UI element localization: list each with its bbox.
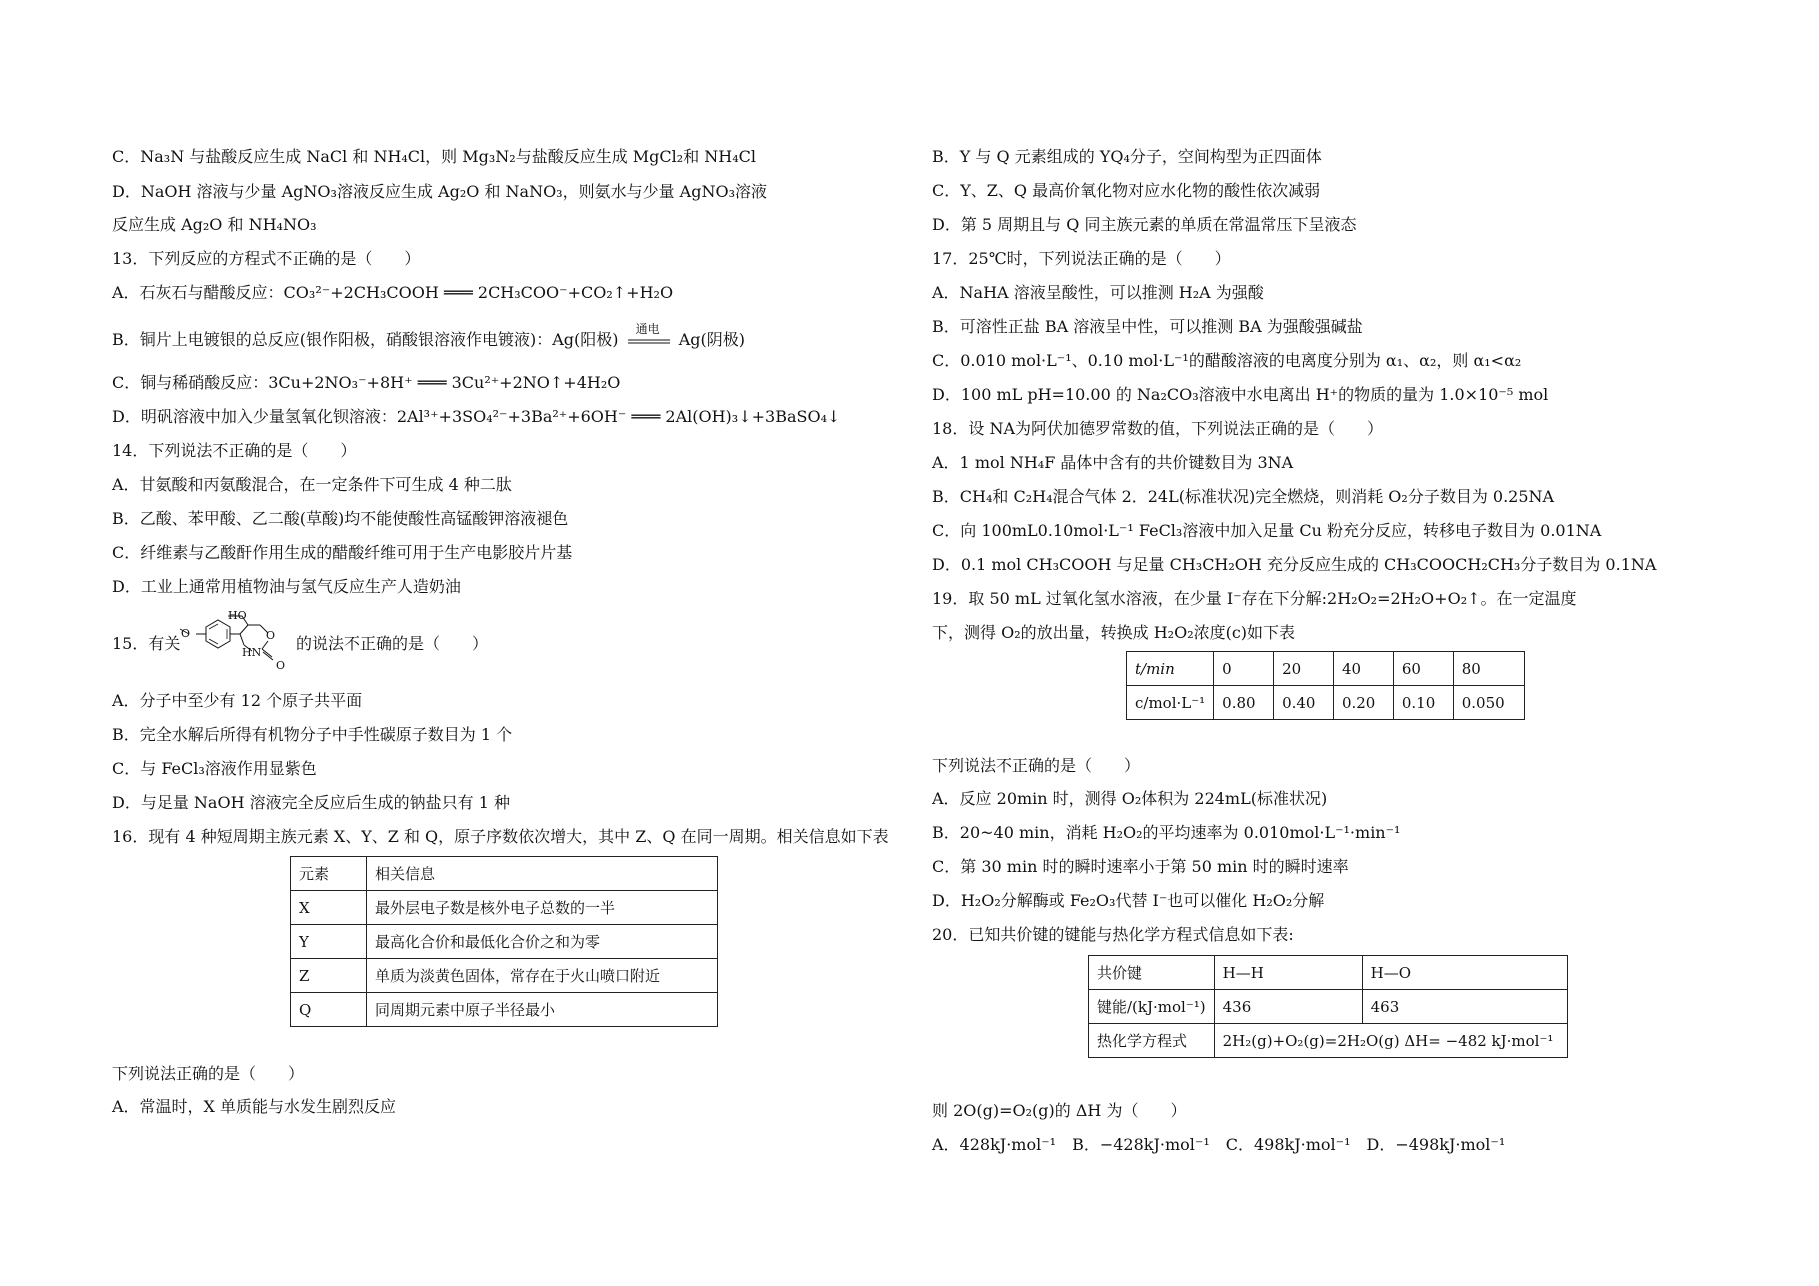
table-cell: c/mol·L⁻¹ [1127,686,1214,720]
table-cell: 键能/(kJ·mol⁻¹) [1089,990,1215,1024]
q17-option-b: B．可溶性正盐 BA 溶液呈中性，可以推测 BA 为强酸强碱盐 [932,317,1363,336]
q13-option-b-product: Ag(阴极) [678,330,746,349]
q15-option-c: C．与 FeCl₃溶液作用显紫色 [112,759,317,778]
q18-stem: 18．设 NA为阿伏加德罗常数的值，下列说法正确的是（ ） [932,419,1384,438]
q17-stem: 17．25℃时，下列说法正确的是（ ） [932,249,1231,268]
q17-option-d: D．100 mL pH=10.00 的 Na₂CO₃溶液中水电离出 H⁺的物质的量为 1.0×10⁻⁵ mol [932,385,1549,404]
mol-label-hn: HN [242,646,262,659]
table-cell: 463 [1362,990,1567,1024]
table-cell: H—H [1214,956,1362,990]
q18-option-b: B．CH₄和 C₂H₄混合气体 2．24L(标准状况)完全燃烧，则消耗 O₂分子数目为 0.25NA [932,487,1555,506]
table-cell: 436 [1214,990,1362,1024]
q19-option-d: D．H₂O₂分解酶或 Fe₂O₃代替 I⁻也可以催化 H₂O₂分解 [932,891,1325,910]
element-info-table [290,856,718,1027]
q14-option-d: D．工业上通常用植物油与氢气反应生产人造奶油 [112,577,461,596]
table-cell: 共价键 [1089,956,1215,990]
q12-option-d: D．NaOH 溶液与少量 AgNO₃溶液反应生成 Ag₂O 和 NaNO₃，则氨水与少量 AgNO₃溶液 [112,182,768,201]
q13-option-b-text: B．铜片上电镀银的总反应(银作阳极，硝酸银溶液作电镀液)：Ag(阳极) [112,330,619,349]
q16-option-d: D．第 5 周期且与 Q 同主族元素的单质在常温常压下呈液态 [932,215,1357,234]
q13-option-b [112,321,746,351]
table-cell: Q [291,993,367,1027]
table-row [291,959,718,993]
q17-option-c: C．0.010 mol·L⁻¹、0.10 mol·L⁻¹的醋酸溶液的电离度分别为 α₁、α₂，则 α₁<α₂ [932,351,1522,370]
h2o2-concentration-table [1126,651,1525,720]
q14-option-a: A．甘氨酸和丙氨酸混合，在一定条件下可生成 4 种二肽 [112,475,512,494]
q20-options: A．428kJ·mol⁻¹ B．−428kJ·mol⁻¹ C．498kJ·mol⁻¹ D．−498kJ·mol⁻¹ [932,1135,1506,1154]
table-cell: 最高化合价和最低化合价之和为零 [367,925,718,959]
table-cell: 0.40 [1274,686,1334,720]
q14-option-c: C．纤维素与乙酸酐作用生成的醋酸纤维可用于生产电影胶片片基 [112,543,573,562]
q15-option-a: A．分子中至少有 12 个原子共平面 [112,691,363,710]
q18-option-d: D．0.1 mol CH₃COOH 与足量 CH₃CH₂OH 充分反应生成的 CH₃COOCH₂CH₃分子数目为 0.1NA [932,555,1657,574]
mol-label-o-ring: O [266,629,276,642]
table-cell: 0.20 [1333,686,1393,720]
q13-stem: 13．下列反应的方程式不正确的是（ ） [112,249,421,268]
q15-stem-prefix: 15．有关 [112,634,181,653]
q14-option-b: B．乙酸、苯甲酸、乙二酸(草酸)均不能使酸性高锰酸钾溶液褪色 [112,509,569,528]
q20-stem: 20．已知共价键的键能与热化学方程式信息如下表: [932,925,1294,944]
bond-energy-table [1088,955,1568,1058]
mol-label-o-methoxy: O [181,627,191,640]
table-cell: 最外层电子数是核外电子总数的一半 [367,891,718,925]
table-cell: 40 [1333,652,1393,686]
table-row [291,857,718,891]
q19-stem: 19．取 50 mL 过氧化氢水溶液，在少量 I⁻存在下分解:2H₂O₂=2H₂O+O₂↑。在一定温度 [932,589,1577,608]
table-cell: 0.10 [1393,686,1453,720]
q15-stem: 的说法不正确的是（ ） [296,634,489,653]
table-row [291,891,718,925]
table-cell: X [291,891,367,925]
table-cell: 0 [1214,652,1274,686]
q13-option-a: A．石灰石与醋酸反应：CO₃²⁻+2CH₃COOH ═══ 2CH₃COO⁻+CO₂↑+H₂O [112,283,674,302]
q16-option-b: B．Y 与 Q 元素组成的 YQ₄分子，空间构型为正四面体 [932,147,1322,166]
q17-option-a: A．NaHA 溶液呈酸性，可以推测 H₂A 为强酸 [932,283,1264,302]
table-row [1127,652,1525,686]
q12-option-d-cont: 反应生成 Ag₂O 和 NH₄NO₃ [112,215,317,234]
table-cell: 60 [1393,652,1453,686]
table-row [1089,1024,1568,1058]
table-cell: 80 [1453,652,1524,686]
table-row [1089,990,1568,1024]
table-cell: 单质为淡黄色固体，常存在于火山喷口附近 [367,959,718,993]
table-cell: 20 [1274,652,1334,686]
q13-option-d: D．明矾溶液中加入少量氢氧化钡溶液：2Al³⁺+3SO₄²⁻+3Ba²⁺+6OH⁻ ═══ 2Al(OH)₃↓+3BaSO₄↓ [112,407,841,426]
q18-option-c: C．向 100mL0.10mol·L⁻¹ FeCl₃溶液中加入足量 Cu 粉充分反应，转移电子数目为 0.01NA [932,521,1602,540]
table-row [291,925,718,959]
q16-option-c: C．Y、Z、Q 最高价氧化物对应水化物的酸性依次减弱 [932,181,1321,200]
mol-label-o-carbonyl: O [276,659,286,672]
q19-sub-stem: 下列说法不正确的是（ ） [932,756,1141,775]
table-cell: 同周期元素中原子半径最小 [367,993,718,1027]
table-cell: 0.050 [1453,686,1524,720]
q16-stem: 16．现有 4 种短周期主族元素 X、Y、Z 和 Q，原子序数依次增大，其中 Z、Q 在同一周期。相关信息如下表 [112,827,889,846]
mol-label-ho: HO [228,609,247,622]
table-cell: 相关信息 [367,857,718,891]
equals-arrow-icon [628,331,670,351]
q16-sub-stem: 下列说法正确的是（ ） [112,1064,305,1083]
q19-stem-cont: 下，测得 O₂的放出量，转换成 H₂O₂浓度(c)如下表 [932,623,1296,642]
table-row [1089,956,1568,990]
table-cell: Z [291,959,367,993]
table-row [1127,686,1525,720]
q19-option-b: B．20~40 min，消耗 H₂O₂的平均速率为 0.010mol·L⁻¹·min⁻¹ [932,823,1401,842]
q14-stem: 14．下列说法不正确的是（ ） [112,441,357,460]
table-cell: 2H₂(g)+O₂(g)=2H₂O(g) ΔH= −482 kJ·mol⁻¹ [1214,1024,1567,1058]
q16-option-a: A．常温时，X 单质能与水发生剧烈反应 [112,1097,397,1116]
electrolysis-arrow [628,321,670,351]
table-cell: t/min [1127,652,1214,686]
q15-option-b: B．完全水解后所得有机物分子中手性碳原子数目为 1 个 [112,725,513,744]
electrolysis-condition: 通电 [635,321,660,336]
q12-option-c: C．Na₃N 与盐酸反应生成 NaCl 和 NH₄Cl，则 Mg₃N₂与盐酸反应生成 MgCl₂和 NH₄Cl [112,147,757,166]
table-cell: Y [291,925,367,959]
q18-option-a: A．1 mol NH₄F 晶体中含有的共价键数目为 3NA [932,453,1294,472]
q20-sub-stem: 则 2O(g)=O₂(g)的 ΔH 为（ ） [932,1101,1187,1120]
q13-option-c: C．铜与稀硝酸反应：3Cu+2NO₃⁻+8H⁺ ═══ 3Cu²⁺+2NO↑+4H₂O [112,373,621,392]
table-cell: H—O [1362,956,1567,990]
table-row [291,993,718,1027]
q19-option-a: A．反应 20min 时，测得 O₂体积为 224mL(标准状况) [932,789,1328,808]
q15-option-d: D．与足量 NaOH 溶液完全反应后生成的钠盐只有 1 种 [112,793,510,812]
table-cell: 热化学方程式 [1089,1024,1215,1058]
q19-option-c: C．第 30 min 时的瞬时速率小于第 50 min 时的瞬时速率 [932,857,1349,876]
table-cell: 0.80 [1214,686,1274,720]
table-cell: 元素 [291,857,367,891]
